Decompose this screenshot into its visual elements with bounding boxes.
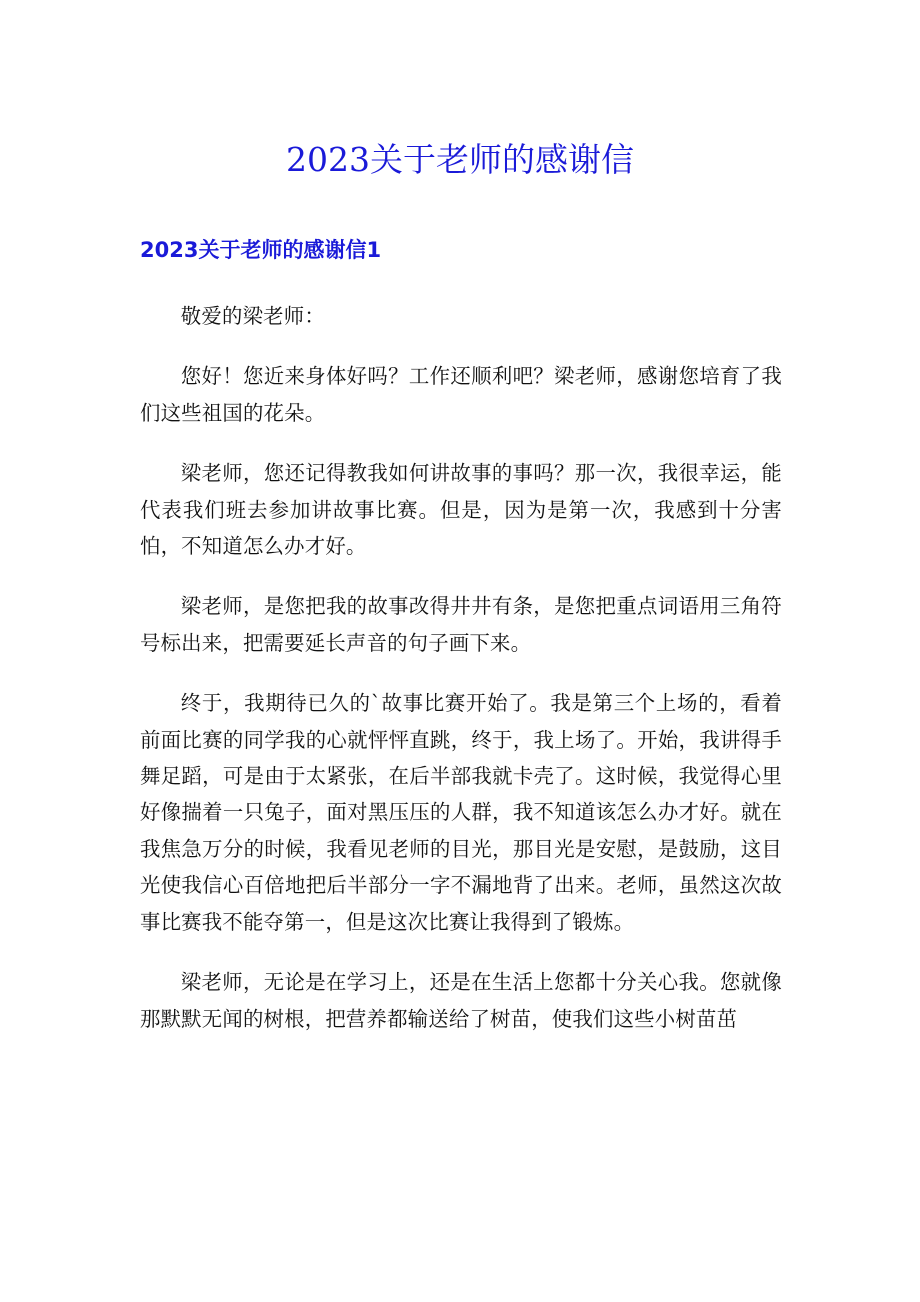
body-paragraph: 梁老师，是您把我的故事改得井井有条，是您把重点词语用三角符号标出来，把需要延长声音的句子画下来。 [140,594,782,655]
salutation-paragraph: 敬爱的梁老师： [180,304,325,328]
body-paragraph: 终于，我期待已久的`故事比赛开始了。我是第三个上场的，看着前面比赛的同学我的心就怦怦直跳，终于，我上场了。开始，我讲得手舞足蹈，可是由于太紧张，在后半部我就卡壳了。这时候，我觉得心里好像揣着一只兔子，面对黑压压的人群，我不知道该怎么办才好。就在我焦急万分的时候，我看见老师的目光，那目光是安慰，是鼓励，这目光使我信心百倍地把后半部分一字不漏地背了出来。老师，虽然这次故事比赛我不能夺第一，但是这次比赛让我得到了锻炼。 [140,691,782,934]
document-title: 2023关于老师的感谢信 [286,140,634,179]
section-heading: 2023关于老师的感谢信1 [140,238,382,262]
letter-body [140,298,782,1061]
body-paragraph: 梁老师，无论是在学习上，还是在生活上您都十分关心我。您就像那默默无闻的树根，把营养都输送给了树苗，使我们这些小树苗茁 [140,970,782,1031]
body-paragraph: 梁老师，您还记得教我如何讲故事的事吗？那一次，我很幸运，能代表我们班去参加讲故事比赛。但是，因为是第一次，我感到十分害怕，不知道怎么办才好。 [140,461,782,559]
body-paragraph: 您好！您近来身体好吗？工作还顺利吧？梁老师，感谢您培育了我们这些祖国的花朵。 [140,364,782,425]
